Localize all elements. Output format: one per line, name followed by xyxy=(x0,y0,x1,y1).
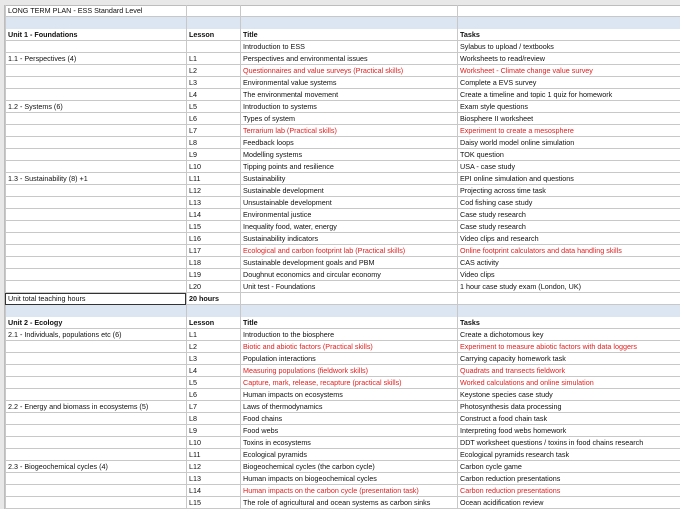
cell-unit[interactable] xyxy=(5,473,186,485)
cell-lesson[interactable] xyxy=(186,17,240,29)
sheet-row xyxy=(0,209,680,221)
cell-tasks[interactable]: Tasks xyxy=(457,317,680,329)
sheet-row xyxy=(0,89,680,101)
cell-tasks[interactable]: Exam style questions xyxy=(457,101,680,113)
cell-lesson[interactable]: L9 xyxy=(186,149,240,161)
sheet-row xyxy=(0,293,680,305)
cell-lesson[interactable]: L10 xyxy=(186,437,240,449)
cell-lesson[interactable]: L15 xyxy=(186,221,240,233)
cell-tasks[interactable]: Case study research xyxy=(457,209,680,221)
sheet-row xyxy=(0,53,680,65)
cell-unit[interactable] xyxy=(5,245,186,257)
cell-tasks[interactable]: Create a timeline and topic 1 quiz for homework xyxy=(457,89,680,101)
cell-title[interactable]: Sustainable development xyxy=(240,185,457,197)
cell-tasks[interactable]: EPI online simulation and questions xyxy=(457,173,680,185)
cell-tasks[interactable]: Construct a food chain task xyxy=(457,413,680,425)
sheet-row xyxy=(0,245,680,257)
cell-unit[interactable] xyxy=(5,377,186,389)
cell-lesson[interactable]: L13 xyxy=(186,473,240,485)
cell-title[interactable]: Feedback loops xyxy=(240,137,457,149)
sheet-row xyxy=(0,353,680,365)
sheet-row xyxy=(0,173,680,185)
cell-unit[interactable] xyxy=(5,149,186,161)
cell-tasks[interactable]: Carbon reduction presentations xyxy=(457,473,680,485)
cell-title[interactable]: Capture, mark, release, recapture (practical skills) xyxy=(240,377,457,389)
sheet-row xyxy=(0,425,680,437)
sheet-row xyxy=(0,341,680,353)
cell-tasks[interactable]: Daisy world model online simulation xyxy=(457,137,680,149)
cell-lesson[interactable]: L17 xyxy=(186,245,240,257)
cell-title[interactable]: Questionnaires and value surveys (Practical skills) xyxy=(240,65,457,77)
cell-tasks[interactable] xyxy=(457,293,680,305)
cell-lesson[interactable]: L11 xyxy=(186,173,240,185)
sheet-row xyxy=(0,65,680,77)
sheet-row xyxy=(0,161,680,173)
cell-title[interactable]: Introduction to ESS xyxy=(240,41,457,53)
sheet-row xyxy=(0,257,680,269)
cell-title[interactable]: Environmental value systems xyxy=(240,77,457,89)
cell-lesson[interactable]: L7 xyxy=(186,401,240,413)
cell-title[interactable]: Types of system xyxy=(240,113,457,125)
sheet-row xyxy=(0,329,680,341)
cell-title[interactable]: Title xyxy=(240,317,457,329)
sheet-row xyxy=(0,389,680,401)
cell-unit[interactable] xyxy=(5,77,186,89)
sheet-row xyxy=(0,197,680,209)
cell-lesson[interactable]: L3 xyxy=(186,353,240,365)
cell-unit[interactable] xyxy=(5,209,186,221)
cell-lesson[interactable]: L5 xyxy=(186,101,240,113)
cell-unit[interactable]: Unit total teaching hours xyxy=(5,293,186,305)
cell-tasks[interactable]: Worked calculations and online simulation xyxy=(457,377,680,389)
cell-lesson[interactable]: L5 xyxy=(186,377,240,389)
cell-lesson[interactable]: L12 xyxy=(186,461,240,473)
cell-lesson[interactable]: L15 xyxy=(186,497,240,509)
cell-lesson[interactable] xyxy=(186,305,240,317)
cell-title[interactable] xyxy=(240,5,457,17)
cell-title[interactable]: Ecological pyramids xyxy=(240,449,457,461)
cell-lesson[interactable]: L14 xyxy=(186,209,240,221)
cell-unit[interactable] xyxy=(5,425,186,437)
cell-title[interactable]: Modelling systems xyxy=(240,149,457,161)
sheet-row xyxy=(0,473,680,485)
sheet-row xyxy=(0,5,680,17)
cell-tasks[interactable]: Photosynthesis data processing xyxy=(457,401,680,413)
cell-title[interactable] xyxy=(240,17,457,29)
cell-unit[interactable] xyxy=(5,485,186,497)
sheet-row xyxy=(0,17,680,29)
cell-lesson[interactable]: L4 xyxy=(186,89,240,101)
cell-unit[interactable] xyxy=(5,89,186,101)
cell-lesson[interactable]: L18 xyxy=(186,257,240,269)
cell-lesson[interactable] xyxy=(186,5,240,17)
sheet-row xyxy=(0,113,680,125)
cell-unit[interactable] xyxy=(5,17,186,29)
cell-tasks[interactable]: Experiment to measure abiotic factors with data loggers xyxy=(457,341,680,353)
cell-tasks[interactable]: Interpreting food webs homework xyxy=(457,425,680,437)
cell-tasks[interactable]: Quadrats and transects fieldwork xyxy=(457,365,680,377)
cell-title[interactable]: Title xyxy=(240,29,457,41)
cell-unit[interactable] xyxy=(5,257,186,269)
cell-tasks[interactable]: Video clips and research xyxy=(457,233,680,245)
cell-unit[interactable] xyxy=(5,389,186,401)
cell-tasks[interactable]: Carbon reduction presentations xyxy=(457,485,680,497)
cell-lesson[interactable]: L1 xyxy=(186,329,240,341)
cell-tasks[interactable]: Projecting across time task xyxy=(457,185,680,197)
cell-lesson[interactable]: L14 xyxy=(186,485,240,497)
cell-title[interactable]: Food chains xyxy=(240,413,457,425)
cell-title[interactable]: Sustainability xyxy=(240,173,457,185)
cell-unit[interactable] xyxy=(5,65,186,77)
sheet-row xyxy=(0,101,680,113)
cell-tasks[interactable]: Worksheet - Climate change value survey xyxy=(457,65,680,77)
cell-unit[interactable] xyxy=(5,125,186,137)
cell-title[interactable]: Perspectives and environmental issues xyxy=(240,53,457,65)
cell-unit[interactable] xyxy=(5,221,186,233)
cell-lesson[interactable]: Lesson xyxy=(186,317,240,329)
cell-tasks[interactable] xyxy=(457,17,680,29)
cell-lesson[interactable]: L7 xyxy=(186,125,240,137)
cell-tasks[interactable]: Sylabus to upload / textbooks xyxy=(457,41,680,53)
cell-tasks[interactable]: 1 hour case study exam (London, UK) xyxy=(457,281,680,293)
cell-title[interactable]: Inequality food, water, energy xyxy=(240,221,457,233)
cell-tasks[interactable]: Carbon cycle game xyxy=(457,461,680,473)
cell-lesson[interactable]: L2 xyxy=(186,341,240,353)
cell-title[interactable]: Toxins in ecosystems xyxy=(240,437,457,449)
cell-tasks[interactable]: USA - case study xyxy=(457,161,680,173)
cell-lesson[interactable]: L1 xyxy=(186,53,240,65)
cell-tasks[interactable]: CAS activity xyxy=(457,257,680,269)
cell-title[interactable]: Biotic and abiotic factors (Practical skills) xyxy=(240,341,457,353)
sheet-row xyxy=(0,149,680,161)
cell-unit[interactable] xyxy=(5,341,186,353)
cell-title[interactable]: Population interactions xyxy=(240,353,457,365)
cell-lesson[interactable]: L8 xyxy=(186,137,240,149)
cell-title[interactable]: Tipping points and resilience xyxy=(240,161,457,173)
cell-title[interactable]: The environmental movement xyxy=(240,89,457,101)
cell-unit[interactable] xyxy=(5,113,186,125)
cell-title[interactable]: Sustainable development goals and PBM xyxy=(240,257,457,269)
sheet-row xyxy=(0,41,680,53)
cell-title[interactable]: Unsustainable development xyxy=(240,197,457,209)
cell-unit[interactable] xyxy=(5,233,186,245)
sheet-row xyxy=(0,77,680,89)
sheet-row xyxy=(0,365,680,377)
cell-unit[interactable]: 1.3 - Sustainability (8) +1 xyxy=(5,173,186,185)
cell-title[interactable]: Environmental justice xyxy=(240,209,457,221)
cell-unit[interactable] xyxy=(5,353,186,365)
sheet-row xyxy=(0,269,680,281)
cell-tasks[interactable]: DDT worksheet questions / toxins in food chains research xyxy=(457,437,680,449)
cell-unit[interactable] xyxy=(5,197,186,209)
cell-unit[interactable] xyxy=(5,161,186,173)
cell-lesson[interactable]: L2 xyxy=(186,65,240,77)
cell-tasks[interactable]: Tasks xyxy=(457,29,680,41)
cell-lesson[interactable]: L10 xyxy=(186,161,240,173)
cell-unit[interactable]: LONG TERM PLAN - ESS Standard Level xyxy=(5,5,186,17)
cell-tasks[interactable]: Case study research xyxy=(457,221,680,233)
cell-lesson[interactable]: L20 xyxy=(186,281,240,293)
cell-tasks[interactable]: Create a dichotomous key xyxy=(457,329,680,341)
cell-lesson[interactable]: L12 xyxy=(186,185,240,197)
cell-unit[interactable] xyxy=(5,185,186,197)
cell-tasks[interactable]: Video clips xyxy=(457,269,680,281)
cell-title[interactable] xyxy=(240,305,457,317)
cell-unit[interactable]: 2.2 - Energy and biomass in ecosystems (5) xyxy=(5,401,186,413)
cell-title[interactable]: Terrarium lab (Practical skills) xyxy=(240,125,457,137)
cell-lesson[interactable]: L19 xyxy=(186,269,240,281)
sheet-row xyxy=(0,233,680,245)
cell-unit[interactable] xyxy=(5,365,186,377)
sheet-row xyxy=(0,137,680,149)
cell-title[interactable]: Unit test - Foundations xyxy=(240,281,457,293)
cell-tasks[interactable]: Complete a EVS survey xyxy=(457,77,680,89)
cell-title[interactable]: Ecological and carbon footprint lab (Practical skills) xyxy=(240,245,457,257)
cell-unit[interactable]: 1.2 - Systems (6) xyxy=(5,101,186,113)
cell-unit[interactable] xyxy=(5,137,186,149)
sheet-row xyxy=(0,449,680,461)
sheet-row xyxy=(0,461,680,473)
cell-title[interactable] xyxy=(240,293,457,305)
cell-unit[interactable]: 2.1 - Individuals, populations etc (6) xyxy=(5,329,186,341)
cell-lesson[interactable]: 20 hours xyxy=(186,293,240,305)
cell-title[interactable]: Doughnut economics and circular economy xyxy=(240,269,457,281)
sheet-row xyxy=(0,125,680,137)
cell-tasks[interactable] xyxy=(457,5,680,17)
cell-title[interactable]: Human impacts on biogeochemical cycles xyxy=(240,473,457,485)
cell-title[interactable]: Laws of thermodynamics xyxy=(240,401,457,413)
cell-unit[interactable]: 1.1 - Perspectives (4) xyxy=(5,53,186,65)
cell-lesson[interactable]: L13 xyxy=(186,197,240,209)
sheet-row xyxy=(0,497,680,509)
cell-unit[interactable]: Unit 2 - Ecology xyxy=(5,317,186,329)
cell-title[interactable]: Human impacts on ecosystems xyxy=(240,389,457,401)
cell-tasks[interactable]: Biosphere II worksheet xyxy=(457,113,680,125)
cell-lesson[interactable]: L11 xyxy=(186,449,240,461)
cell-title[interactable]: Biogeochemical cycles (the carbon cycle) xyxy=(240,461,457,473)
cell-tasks[interactable] xyxy=(457,305,680,317)
sheet-row xyxy=(0,185,680,197)
sheet-row xyxy=(0,485,680,497)
cell-title[interactable]: Sustainability indicators xyxy=(240,233,457,245)
cell-tasks[interactable]: Online footprint calculators and data handling skills xyxy=(457,245,680,257)
cell-unit[interactable]: Unit 1 - Foundations xyxy=(5,29,186,41)
cell-unit[interactable] xyxy=(5,281,186,293)
cell-tasks[interactable]: Cod fishing case study xyxy=(457,197,680,209)
cell-lesson[interactable]: Lesson xyxy=(186,29,240,41)
sheet-row xyxy=(0,29,680,41)
cell-tasks[interactable]: Carrying capacity homework task xyxy=(457,353,680,365)
cell-unit[interactable] xyxy=(5,449,186,461)
cell-title[interactable]: Introduction to the biosphere xyxy=(240,329,457,341)
cell-lesson[interactable]: L8 xyxy=(186,413,240,425)
sheet-row xyxy=(0,413,680,425)
cell-title[interactable]: Human impacts on the carbon cycle (presentation task) xyxy=(240,485,457,497)
cell-tasks[interactable]: TOK question xyxy=(457,149,680,161)
sheet-row xyxy=(0,377,680,389)
sheet-row xyxy=(0,437,680,449)
cell-title[interactable]: Introduction to systems xyxy=(240,101,457,113)
sheet-row xyxy=(0,317,680,329)
cell-unit[interactable] xyxy=(5,305,186,317)
cell-lesson[interactable] xyxy=(186,41,240,53)
cell-unit[interactable] xyxy=(5,497,186,509)
cell-unit[interactable] xyxy=(5,41,186,53)
cell-tasks[interactable]: Ocean acidification review xyxy=(457,497,680,509)
cell-tasks[interactable]: Keystone species case study xyxy=(457,389,680,401)
cell-unit[interactable] xyxy=(5,269,186,281)
cell-tasks[interactable]: Experiment to create a mesosphere xyxy=(457,125,680,137)
sheet-row xyxy=(0,401,680,413)
cell-unit[interactable] xyxy=(5,413,186,425)
cell-lesson[interactable]: L4 xyxy=(186,365,240,377)
cell-lesson[interactable]: L9 xyxy=(186,425,240,437)
cell-lesson[interactable]: L3 xyxy=(186,77,240,89)
cell-unit[interactable] xyxy=(5,437,186,449)
cell-title[interactable]: Food webs xyxy=(240,425,457,437)
cell-title[interactable]: The role of agricultural and ocean systems as carbon sinks xyxy=(240,497,457,509)
cell-unit[interactable]: 2.3 - Biogeochemical cycles (4) xyxy=(5,461,186,473)
cell-lesson[interactable]: L6 xyxy=(186,389,240,401)
cell-lesson[interactable]: L16 xyxy=(186,233,240,245)
cell-tasks[interactable]: Ecological pyramids research task xyxy=(457,449,680,461)
sheet-row xyxy=(0,305,680,317)
sheet-row xyxy=(0,221,680,233)
cell-title[interactable]: Measuring populations (fieldwork skills) xyxy=(240,365,457,377)
sheet-row xyxy=(0,281,680,293)
cell-tasks[interactable]: Worksheets to read/review xyxy=(457,53,680,65)
cell-lesson[interactable]: L6 xyxy=(186,113,240,125)
